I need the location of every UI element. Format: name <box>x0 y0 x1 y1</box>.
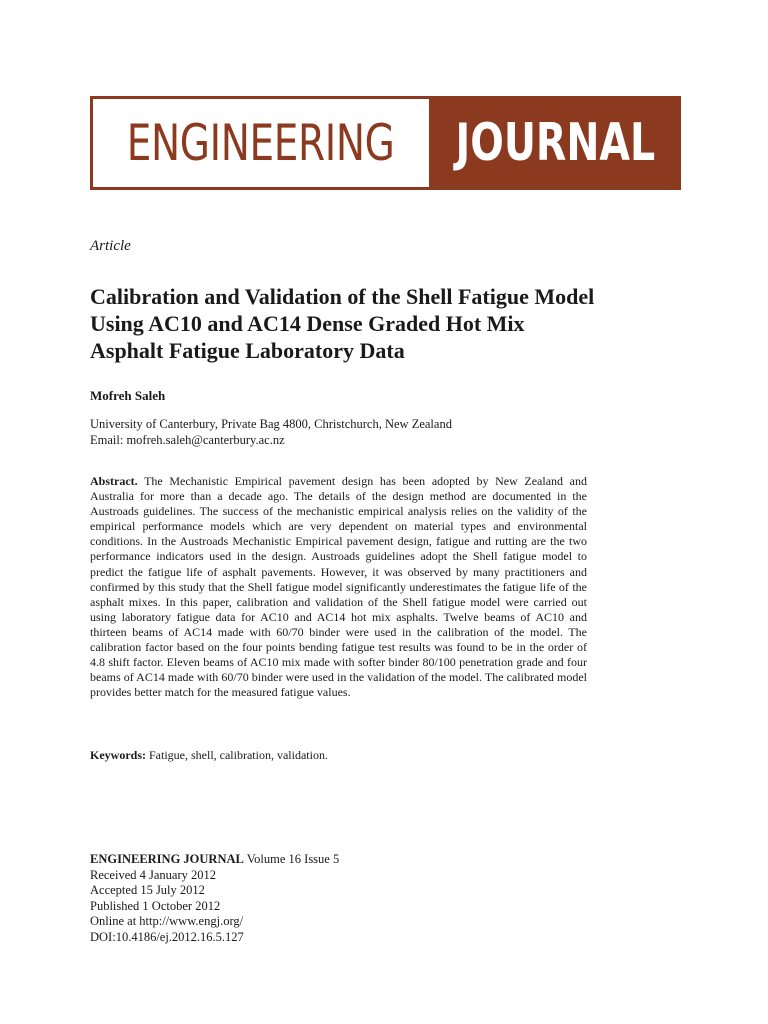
journal-volume-line <box>90 852 339 868</box>
accepted-date: Accepted 15 July 2012 <box>90 883 205 897</box>
abstract-label: Abstract. <box>90 474 138 488</box>
article-type-label: Article <box>90 238 131 254</box>
journal-volume: Volume 16 Issue 5 <box>243 852 340 866</box>
abstract <box>90 474 587 700</box>
logo-right-text: JOURNAL <box>455 113 655 173</box>
online-url: Online at http://www.engj.org/ <box>90 914 244 928</box>
keywords-label: Keywords: <box>90 748 146 762</box>
abstract-text: The Mechanistic Empirical pavement design has been adopted by New Zealand and Australia for more than a decade ago. The details of the design method are documented in the Austroads guidelines. The success of the mechanistic empirical analysis relies on the validity of the empirical performance models which are very dependent on material types and environmental conditions. In the Austroads Mechanistic Empirical pavement design, fatigue and rutting are the two performance indicators used in the design. Austroads guidelines adopt the Shell fatigue model to predict the fatigue life of asphalt pavements. However, it was observed by many practitioners and confirmed by this study that the Shell fatigue model significantly underestimates the fatigue life of the asphalt mixes. In this paper, calibration and validation of the Shell fatigue model were carried out using laboratory fatigue data for AC10 and AC14 hot mix asphalts. Twelve beams of AC10 and thirteen beams of AC14 made with 60/70 binder were used in the calibration of the model. The calibration factor based on the four points bending fatigue test results was found to be in the order of 4.8 shift factor. Eleven beams of AC10 mix made with softer binder 80/100 penetration grade and four beams of AC14 made with 60/70 binder were used in the validation of the model. The calibrated model provides better match for the measured fatigue values. <box>90 474 587 700</box>
author-affiliation-block <box>90 416 452 448</box>
journal-logo <box>90 96 681 190</box>
journal-name: ENGINEERING JOURNAL <box>90 852 244 866</box>
title-line-2: Using AC10 and AC14 Dense Graded Hot Mix <box>90 311 525 336</box>
title-line-3: Asphalt Fatigue Laboratory Data <box>90 338 405 363</box>
published-date: Published 1 October 2012 <box>90 898 221 913</box>
received-date: Received 4 January 2012 <box>90 867 217 882</box>
journal-info-block <box>90 852 339 945</box>
affiliation: University of Canterbury, Private Bag 4800, Christchurch, New Zealand <box>90 417 452 431</box>
title-line-1: Calibration and Validation of the Shell Fatigue Model <box>90 284 595 309</box>
doi: DOI:10.4186/ej.2012.16.5.127 <box>90 929 244 944</box>
keywords-text: Fatigue, shell, calibration, validation. <box>146 748 328 762</box>
author-email: Email: mofreh.saleh@canterbury.ac.nz <box>90 433 285 447</box>
keywords <box>90 748 328 763</box>
logo-left-text: ENGINEERING <box>127 114 395 172</box>
logo-right-panel <box>429 96 681 190</box>
logo-left-panel <box>90 96 429 190</box>
paper-title <box>90 283 710 364</box>
author-name: Mofreh Saleh <box>90 388 166 403</box>
